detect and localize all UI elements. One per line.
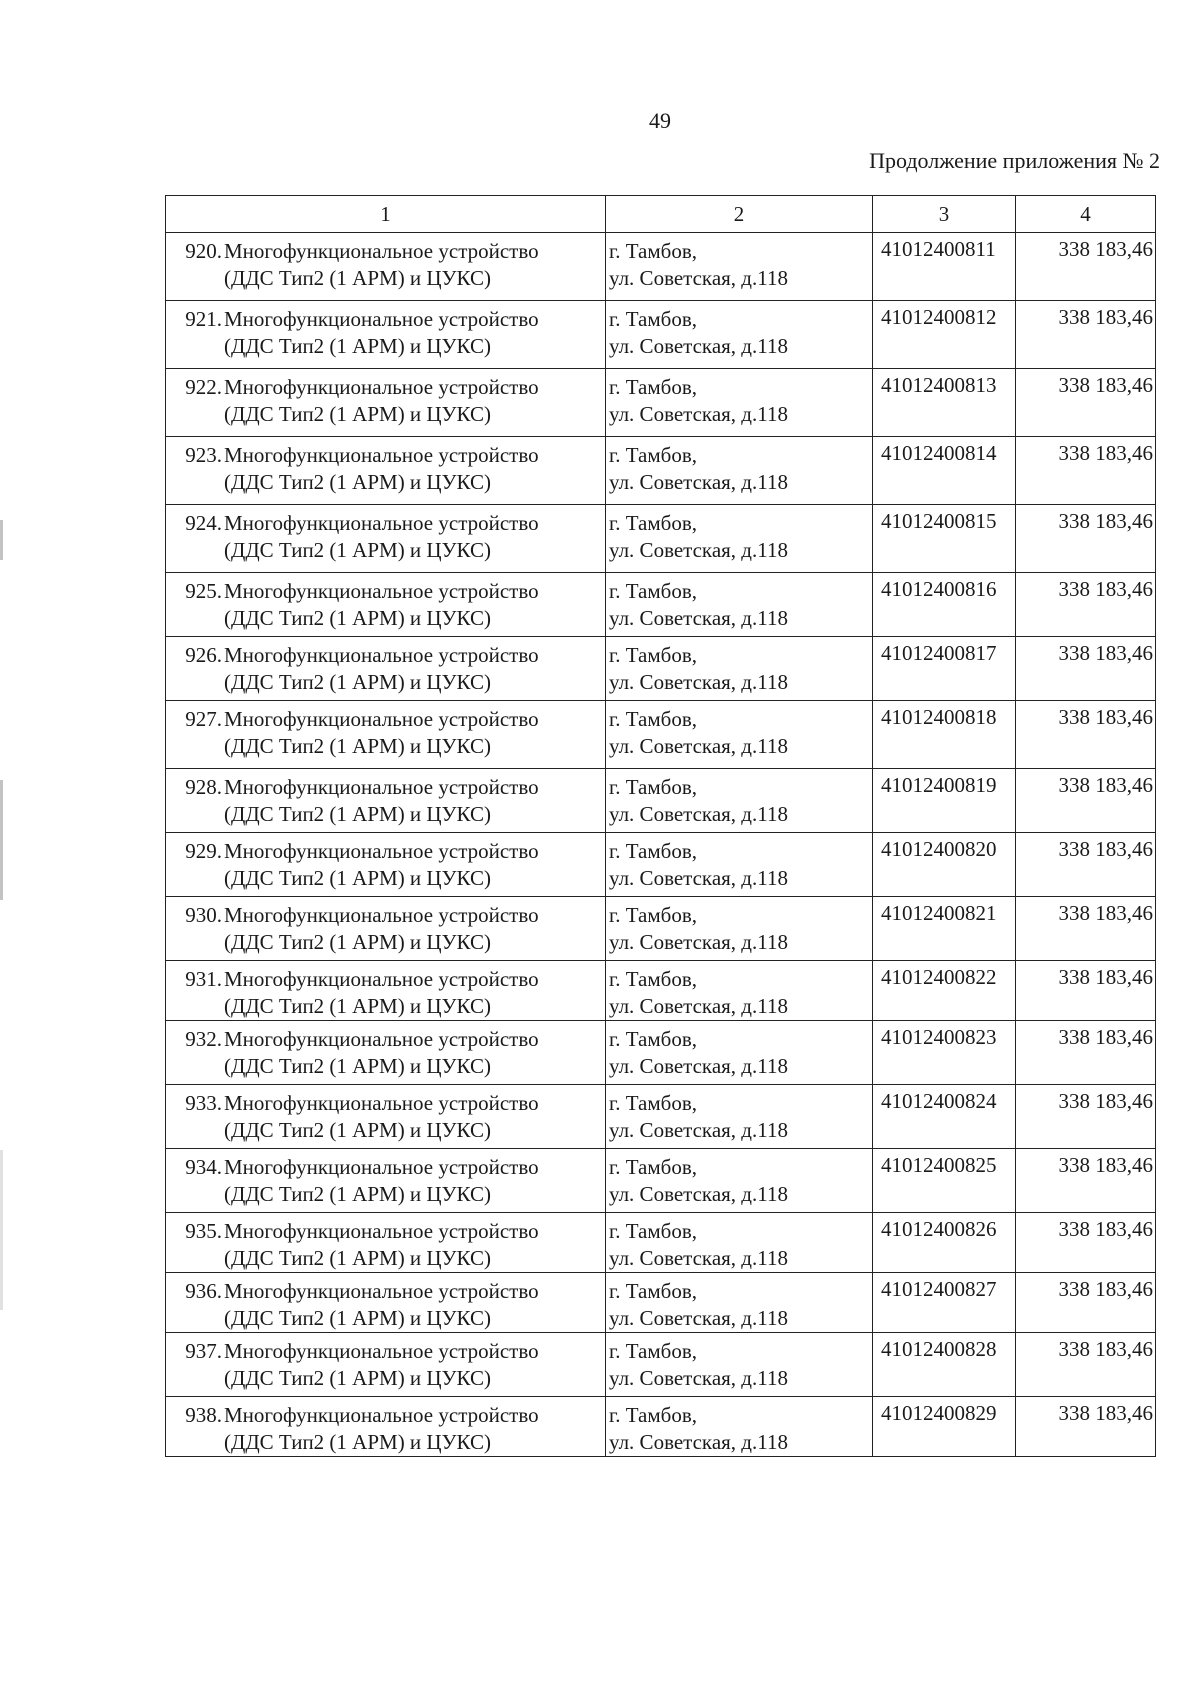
item-type: (ДДС Тип2 (1 АРМ) и ЦУКС) xyxy=(224,538,491,562)
item-description-cell xyxy=(166,573,606,637)
address-cell xyxy=(606,1333,873,1397)
address-cell xyxy=(606,369,873,437)
item-description-cell xyxy=(166,1085,606,1149)
inventory-table xyxy=(165,195,1156,1457)
address-cell xyxy=(606,1149,873,1213)
item-description-cell xyxy=(166,233,606,301)
address-city: г. Тамбов, xyxy=(609,903,698,927)
item-name: Многофункциональное устройство xyxy=(224,307,539,331)
row-number: 937. xyxy=(185,1339,222,1363)
cost-cell: 338 183,46 xyxy=(1016,833,1156,897)
address-cell xyxy=(606,1085,873,1149)
inventory-number-cell: 41012400818 xyxy=(873,701,1016,769)
item-type: (ДДС Тип2 (1 АРМ) и ЦУКС) xyxy=(224,334,491,358)
item-description-cell xyxy=(166,833,606,897)
inventory-number-cell: 41012400813 xyxy=(873,369,1016,437)
item-type: (ДДС Тип2 (1 АРМ) и ЦУКС) xyxy=(224,402,491,426)
cost-cell: 338 183,46 xyxy=(1016,769,1156,833)
address-cell xyxy=(606,961,873,1021)
address-city: г. Тамбов, xyxy=(609,1339,698,1363)
row-number: 927. xyxy=(185,707,222,731)
address-city: г. Тамбов, xyxy=(609,307,698,331)
item-description-cell xyxy=(166,1021,606,1085)
inventory-number-cell: 41012400815 xyxy=(873,505,1016,573)
address-cell xyxy=(606,1021,873,1085)
cost-cell: 338 183,46 xyxy=(1016,701,1156,769)
address-city: г. Тамбов, xyxy=(609,643,698,667)
inventory-number-cell: 41012400828 xyxy=(873,1333,1016,1397)
inventory-number-cell: 41012400827 xyxy=(873,1273,1016,1333)
address-cell xyxy=(606,769,873,833)
address-city: г. Тамбов, xyxy=(609,443,698,467)
table-header-row xyxy=(166,196,1156,233)
cost-cell: 338 183,46 xyxy=(1016,1085,1156,1149)
address-street: ул. Советская, д.118 xyxy=(609,402,788,426)
cost-cell: 338 183,46 xyxy=(1016,505,1156,573)
row-number: 935. xyxy=(185,1219,222,1243)
address-street: ул. Советская, д.118 xyxy=(609,470,788,494)
address-city: г. Тамбов, xyxy=(609,775,698,799)
appendix-continuation-label: Продолжение приложения № 2 xyxy=(869,148,1160,173)
table-row xyxy=(166,1273,1156,1333)
address-cell xyxy=(606,301,873,369)
address-street: ул. Советская, д.118 xyxy=(609,606,788,630)
address-street: ул. Советская, д.118 xyxy=(609,1118,788,1142)
address-city: г. Тамбов, xyxy=(609,1155,698,1179)
address-cell xyxy=(606,505,873,573)
address-city: г. Тамбов, xyxy=(609,1027,698,1051)
cost-cell: 338 183,46 xyxy=(1016,1397,1156,1457)
address-cell xyxy=(606,437,873,505)
address-city: г. Тамбов, xyxy=(609,839,698,863)
address-city: г. Тамбов, xyxy=(609,239,698,263)
item-name: Многофункциональное устройство xyxy=(224,1091,539,1115)
cost-cell: 338 183,46 xyxy=(1016,1333,1156,1397)
item-name: Многофункциональное устройство xyxy=(224,839,539,863)
item-name: Многофункциональное устройство xyxy=(224,1027,539,1051)
item-name: Многофункциональное устройство xyxy=(224,1219,539,1243)
address-street: ул. Советская, д.118 xyxy=(609,1430,788,1454)
address-street: ул. Советская, д.118 xyxy=(609,930,788,954)
scan-edge-mark xyxy=(0,780,3,900)
item-description-cell xyxy=(166,301,606,369)
item-name: Многофункциональное устройство xyxy=(224,707,539,731)
item-type: (ДДС Тип2 (1 АРМ) и ЦУКС) xyxy=(224,606,491,630)
cost-cell: 338 183,46 xyxy=(1016,961,1156,1021)
item-type: (ДДС Тип2 (1 АРМ) и ЦУКС) xyxy=(224,1430,491,1454)
item-name: Многофункциональное устройство xyxy=(224,579,539,603)
column-header: 4 xyxy=(1016,196,1156,233)
item-name: Многофункциональное устройство xyxy=(224,1403,539,1427)
item-description-cell xyxy=(166,1333,606,1397)
address-street: ул. Советская, д.118 xyxy=(609,538,788,562)
inventory-number-cell: 41012400817 xyxy=(873,637,1016,701)
table-row xyxy=(166,961,1156,1021)
row-number: 922. xyxy=(185,375,222,399)
table-row xyxy=(166,833,1156,897)
cost-cell: 338 183,46 xyxy=(1016,437,1156,505)
inventory-number-cell: 41012400820 xyxy=(873,833,1016,897)
address-cell xyxy=(606,1273,873,1333)
table-row xyxy=(166,437,1156,505)
address-city: г. Тамбов, xyxy=(609,1279,698,1303)
address-street: ул. Советская, д.118 xyxy=(609,994,788,1018)
item-description-cell xyxy=(166,1149,606,1213)
item-description-cell xyxy=(166,961,606,1021)
item-type: (ДДС Тип2 (1 АРМ) и ЦУКС) xyxy=(224,670,491,694)
item-name: Многофункциональное устройство xyxy=(224,1155,539,1179)
item-name: Многофункциональное устройство xyxy=(224,1279,539,1303)
row-number: 924. xyxy=(185,511,222,535)
table-row xyxy=(166,769,1156,833)
item-type: (ДДС Тип2 (1 АРМ) и ЦУКС) xyxy=(224,1118,491,1142)
address-cell xyxy=(606,1397,873,1457)
cost-cell: 338 183,46 xyxy=(1016,897,1156,961)
address-street: ул. Советская, д.118 xyxy=(609,334,788,358)
item-name: Многофункциональное устройство xyxy=(224,903,539,927)
address-city: г. Тамбов, xyxy=(609,375,698,399)
cost-cell: 338 183,46 xyxy=(1016,1021,1156,1085)
address-city: г. Тамбов, xyxy=(609,1219,698,1243)
column-header: 1 xyxy=(166,196,606,233)
row-number: 925. xyxy=(185,579,222,603)
item-type: (ДДС Тип2 (1 АРМ) и ЦУКС) xyxy=(224,734,491,758)
inventory-number-cell: 41012400816 xyxy=(873,573,1016,637)
row-number: 923. xyxy=(185,443,222,467)
cost-cell: 338 183,46 xyxy=(1016,637,1156,701)
address-street: ул. Советская, д.118 xyxy=(609,734,788,758)
address-street: ул. Советская, д.118 xyxy=(609,1306,788,1330)
cost-cell: 338 183,46 xyxy=(1016,1273,1156,1333)
table-row xyxy=(166,505,1156,573)
scan-edge-mark xyxy=(0,520,3,560)
table-row xyxy=(166,1213,1156,1273)
address-city: г. Тамбов, xyxy=(609,579,698,603)
address-cell xyxy=(606,897,873,961)
address-street: ул. Советская, д.118 xyxy=(609,266,788,290)
table-row xyxy=(166,701,1156,769)
address-street: ул. Советская, д.118 xyxy=(609,1054,788,1078)
item-type: (ДДС Тип2 (1 АРМ) и ЦУКС) xyxy=(224,1306,491,1330)
item-description-cell xyxy=(166,505,606,573)
column-header: 2 xyxy=(606,196,873,233)
address-city: г. Тамбов, xyxy=(609,1091,698,1115)
item-description-cell xyxy=(166,437,606,505)
table-row xyxy=(166,897,1156,961)
row-number: 930. xyxy=(185,903,222,927)
address-street: ул. Советская, д.118 xyxy=(609,802,788,826)
inventory-number-cell: 41012400812 xyxy=(873,301,1016,369)
inventory-number-cell: 41012400822 xyxy=(873,961,1016,1021)
row-number: 928. xyxy=(185,775,222,799)
item-description-cell xyxy=(166,369,606,437)
page-number: 49 xyxy=(649,108,671,133)
item-type: (ДДС Тип2 (1 АРМ) и ЦУКС) xyxy=(224,866,491,890)
item-type: (ДДС Тип2 (1 АРМ) и ЦУКС) xyxy=(224,1054,491,1078)
cost-cell: 338 183,46 xyxy=(1016,1213,1156,1273)
row-number: 934. xyxy=(185,1155,222,1179)
item-type: (ДДС Тип2 (1 АРМ) и ЦУКС) xyxy=(224,994,491,1018)
item-description-cell xyxy=(166,701,606,769)
row-number: 933. xyxy=(185,1091,222,1115)
cost-cell: 338 183,46 xyxy=(1016,301,1156,369)
inventory-number-cell: 41012400825 xyxy=(873,1149,1016,1213)
address-street: ул. Советская, д.118 xyxy=(609,1182,788,1206)
inventory-number-cell: 41012400821 xyxy=(873,897,1016,961)
table-row xyxy=(166,1085,1156,1149)
address-cell xyxy=(606,701,873,769)
table-row xyxy=(166,573,1156,637)
address-city: г. Тамбов, xyxy=(609,707,698,731)
item-name: Многофункциональное устройство xyxy=(224,375,539,399)
table-row xyxy=(166,233,1156,301)
item-name: Многофункциональное устройство xyxy=(224,239,539,263)
address-cell xyxy=(606,573,873,637)
inventory-number-cell: 41012400829 xyxy=(873,1397,1016,1457)
item-name: Многофункциональное устройство xyxy=(224,511,539,535)
address-cell xyxy=(606,233,873,301)
row-number: 921. xyxy=(185,307,222,331)
address-cell xyxy=(606,637,873,701)
cost-cell: 338 183,46 xyxy=(1016,233,1156,301)
table-row xyxy=(166,301,1156,369)
table-row xyxy=(166,1333,1156,1397)
item-description-cell xyxy=(166,1213,606,1273)
address-city: г. Тамбов, xyxy=(609,1403,698,1427)
row-number: 926. xyxy=(185,643,222,667)
item-type: (ДДС Тип2 (1 АРМ) и ЦУКС) xyxy=(224,930,491,954)
item-name: Многофункциональное устройство xyxy=(224,443,539,467)
item-name: Многофункциональное устройство xyxy=(224,1339,539,1363)
table-row xyxy=(166,637,1156,701)
item-type: (ДДС Тип2 (1 АРМ) и ЦУКС) xyxy=(224,1246,491,1270)
item-type: (ДДС Тип2 (1 АРМ) и ЦУКС) xyxy=(224,266,491,290)
row-number: 931. xyxy=(185,967,222,991)
item-name: Многофункциональное устройство xyxy=(224,775,539,799)
table-row xyxy=(166,1021,1156,1085)
cost-cell: 338 183,46 xyxy=(1016,573,1156,637)
address-city: г. Тамбов, xyxy=(609,511,698,535)
cost-cell: 338 183,46 xyxy=(1016,1149,1156,1213)
column-header: 3 xyxy=(873,196,1016,233)
inventory-number-cell: 41012400826 xyxy=(873,1213,1016,1273)
table-row xyxy=(166,1149,1156,1213)
cost-cell: 338 183,46 xyxy=(1016,369,1156,437)
item-name: Многофункциональное устройство xyxy=(224,643,539,667)
item-type: (ДДС Тип2 (1 АРМ) и ЦУКС) xyxy=(224,1182,491,1206)
item-description-cell xyxy=(166,1273,606,1333)
row-number: 938. xyxy=(185,1403,222,1427)
address-street: ул. Советская, д.118 xyxy=(609,1246,788,1270)
address-cell xyxy=(606,833,873,897)
table-row xyxy=(166,1397,1156,1457)
item-description-cell xyxy=(166,769,606,833)
table-row xyxy=(166,369,1156,437)
inventory-number-cell: 41012400819 xyxy=(873,769,1016,833)
address-cell xyxy=(606,1213,873,1273)
inventory-number-cell: 41012400824 xyxy=(873,1085,1016,1149)
item-type: (ДДС Тип2 (1 АРМ) и ЦУКС) xyxy=(224,470,491,494)
item-description-cell xyxy=(166,1397,606,1457)
row-number: 936. xyxy=(185,1279,222,1303)
address-street: ул. Советская, д.118 xyxy=(609,1366,788,1390)
scan-edge-mark xyxy=(0,1150,3,1310)
address-street: ул. Советская, д.118 xyxy=(609,670,788,694)
item-type: (ДДС Тип2 (1 АРМ) и ЦУКС) xyxy=(224,802,491,826)
inventory-number-cell: 41012400823 xyxy=(873,1021,1016,1085)
address-city: г. Тамбов, xyxy=(609,967,698,991)
row-number: 929. xyxy=(185,839,222,863)
item-description-cell xyxy=(166,897,606,961)
address-street: ул. Советская, д.118 xyxy=(609,866,788,890)
item-type: (ДДС Тип2 (1 АРМ) и ЦУКС) xyxy=(224,1366,491,1390)
table-body xyxy=(166,233,1156,1457)
inventory-number-cell: 41012400811 xyxy=(873,233,1016,301)
item-description-cell xyxy=(166,637,606,701)
item-name: Многофункциональное устройство xyxy=(224,967,539,991)
inventory-number-cell: 41012400814 xyxy=(873,437,1016,505)
row-number: 932. xyxy=(185,1027,222,1051)
row-number: 920. xyxy=(185,239,222,263)
